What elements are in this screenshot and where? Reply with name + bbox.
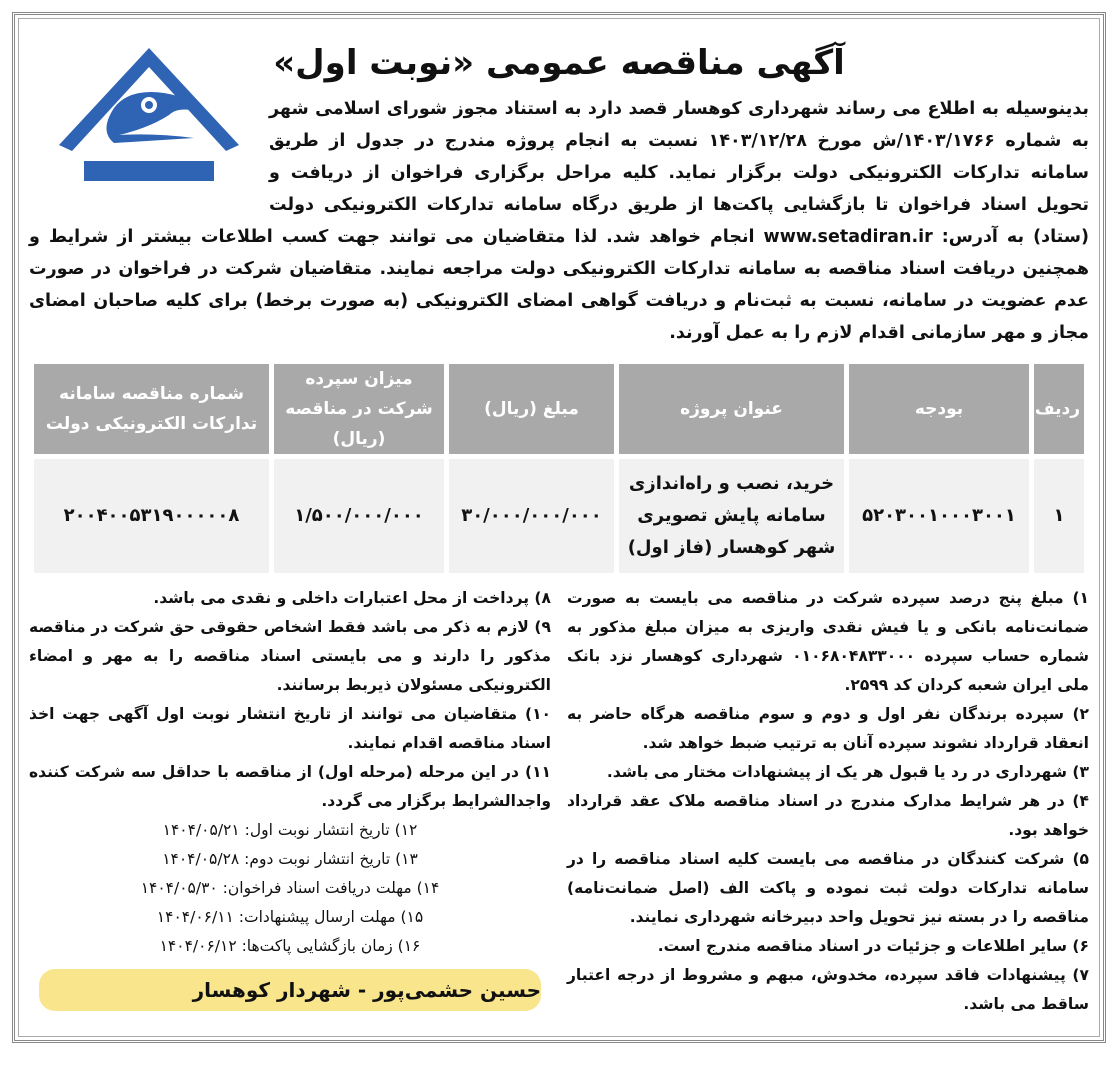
condition-item: ۳) شهرداری در رد یا قبول هر یک از پیشنهادات مختار می باشد. xyxy=(606,763,1089,781)
condition-item: ۹) لازم به ذکر می باشد فقط اشخاص حقوقی حق شرکت در مناقصه مذکور را دارند و می بایستی اسناد مناقصه را به مهر و امضاء الکترونیکی مسئولان ذیربط برسانند. xyxy=(29,618,551,694)
header-budget: بودجه xyxy=(849,364,1029,454)
signature-box: حسین حشمی‌پور - شهردار کوهسار xyxy=(39,969,541,1011)
page-border-inner xyxy=(18,18,1100,1037)
header-row-number: ردیف xyxy=(1034,364,1084,454)
condition-item: ۱۱) در این مرحله (مرحله اول) از مناقصه با حداقل سه شرکت کننده واجدالشرایط برگزار می گردد. xyxy=(29,763,551,810)
header-tender-number: شماره مناقصه سامانه تدارکات الکترونیکی دولت xyxy=(34,364,269,454)
condition-item: ۱۰) متقاضیان می توانند از تاریخ انتشار نوبت اول آگهی جهت اخذ اسناد مناقصه اقدام نمایند. xyxy=(29,705,551,752)
cell-tender-number: ۲۰۰۴۰۰۵۳۱۹۰۰۰۰۰۸ xyxy=(34,459,269,573)
conditions-section xyxy=(29,584,1089,1019)
cell-project-title: خرید، نصب و راه‌اندازی سامانه پایش تصویری شهر کوهسار (فاز اول) xyxy=(619,459,844,573)
condition-item: ۱) مبلغ پنج درصد سپرده شرکت در مناقصه می بایست به صورت ضمانت‌نامه بانکی و یا فیش نقدی واریزی به میزان مبلغ مذکور به شماره حساب سپرده ۰۱۰۶۸۰۴۸۳۳۰۰۰ شهرداری کوهسار نزد بانک ملی ایران شعبه کردان کد ۲۵۹۹. xyxy=(567,589,1090,694)
cell-row-number: ۱ xyxy=(1034,459,1084,573)
conditions-right-column xyxy=(567,584,1089,1019)
condition-item: ۶) سایر اطلاعات و جزئیات در اسناد مناقصه مندرج است. xyxy=(657,937,1089,955)
cell-amount: ۳۰/۰۰۰/۰۰۰/۰۰۰ xyxy=(449,459,614,573)
table-header-row xyxy=(34,364,1084,454)
cell-budget: ۵۲۰۳۰۰۱۰۰۰۳۰۰۱ xyxy=(849,459,1029,573)
header-deposit: میزان سپرده شرکت در مناقصه (ریال) xyxy=(274,364,444,454)
condition-item: ۷) پیشنهادات فاقد سپرده، مخدوش، مبهم و مشروط از درجه اعتبار ساقط می باشد. xyxy=(567,966,1089,1013)
condition-item: ۵) شرکت کنندگان در مناقصه می بایست کلیه اسناد مناقصه را در سامانه تدارکات دولت ثبت نموده و پاکت الف (اصل ضمانت‌نامه) مناقصه را در بسته نیز تحویل واحد دبیرخانه شهرداری نمایند. xyxy=(567,850,1089,926)
cell-deposit: ۱/۵۰۰/۰۰۰/۰۰۰ xyxy=(274,459,444,573)
date-item: ۱۴) مهلت دریافت اسناد فراخوان: ۱۴۰۴/۰۵/۳۰ xyxy=(140,879,440,897)
conditions-left-column xyxy=(29,584,551,1019)
intro-paragraph xyxy=(29,93,1089,349)
header-amount: مبلغ (ریال) xyxy=(449,364,614,454)
municipality-logo xyxy=(49,43,249,193)
date-item: ۱۲) تاریخ انتشار نوبت اول: ۱۴۰۴/۰۵/۲۱ xyxy=(162,821,418,839)
date-item: ۱۶) زمان بازگشایی پاکت‌ها: ۱۴۰۴/۰۶/۱۲ xyxy=(159,937,421,955)
intro-text: بدینوسیله به اطلاع می رساند شهرداری کوهسار قصد دارد به استناد مجوز شورای اسلامی شهر به شماره ۱۴۰۳/۱۷۶۶/ش مورخ ۱۴۰۳/۱۲/۲۸ نسبت به انجام پروژه مندرج در جدول از طریق سامانه تدارکات الکترونیکی دولت برگزار نماید. کلیه مراحل برگزاری فراخوان از دریافت و تحویل اسناد فراخوان تا بازگشایی پاکت‌ها از طریق درگاه سامانه تدارکات الکترونیکی دولت (ستاد) به آدرس: www.setadiran.ir انجام خواهد شد. لذا متقاضیان می توانند جهت کسب اطلاعات بیشتر از شرایط و همچنین دریافت اسناد مناقصه به سامانه تدارکات الکترونیکی دولت مراجعه نمایند. متقاضیان شرکت در فراخوان در صورت عدم عضویت در سامانه، نسبت به ثبت‌نام و دریافت گواهی امضای الکترونیکی (به صورت برخط) برای کلیه صاحبان امضای مجاز و مهر سازمانی اقدام لازم را به عمل آورند. xyxy=(29,99,1089,343)
condition-item: ۴) در هر شرایط مدارک مندرج در اسناد مناقصه ملاک عقد قرارداد خواهد بود. xyxy=(567,792,1089,839)
table-row xyxy=(34,459,1084,573)
tender-table xyxy=(29,359,1089,578)
notice-title: آگهی مناقصه عمومی «نوبت اول» xyxy=(273,43,845,83)
date-item: ۱۳) تاریخ انتشار نوبت دوم: ۱۴۰۴/۰۵/۲۸ xyxy=(162,850,418,868)
condition-item: ۸) پرداخت از محل اعتبارات داخلی و نقدی می باشد. xyxy=(153,589,551,607)
condition-item: ۲) سپرده برندگان نفر اول و دوم و سوم مناقصه هرگاه حاضر به انعقاد قرارداد نشوند سپرده آنان به ترتیب ضبط خواهد شد. xyxy=(567,705,1089,752)
header-project-title: عنوان پروژه xyxy=(619,364,844,454)
page-border xyxy=(12,12,1106,1043)
date-item: ۱۵) مهلت ارسال پیشنهادات: ۱۴۰۴/۰۶/۱۱ xyxy=(156,908,424,926)
